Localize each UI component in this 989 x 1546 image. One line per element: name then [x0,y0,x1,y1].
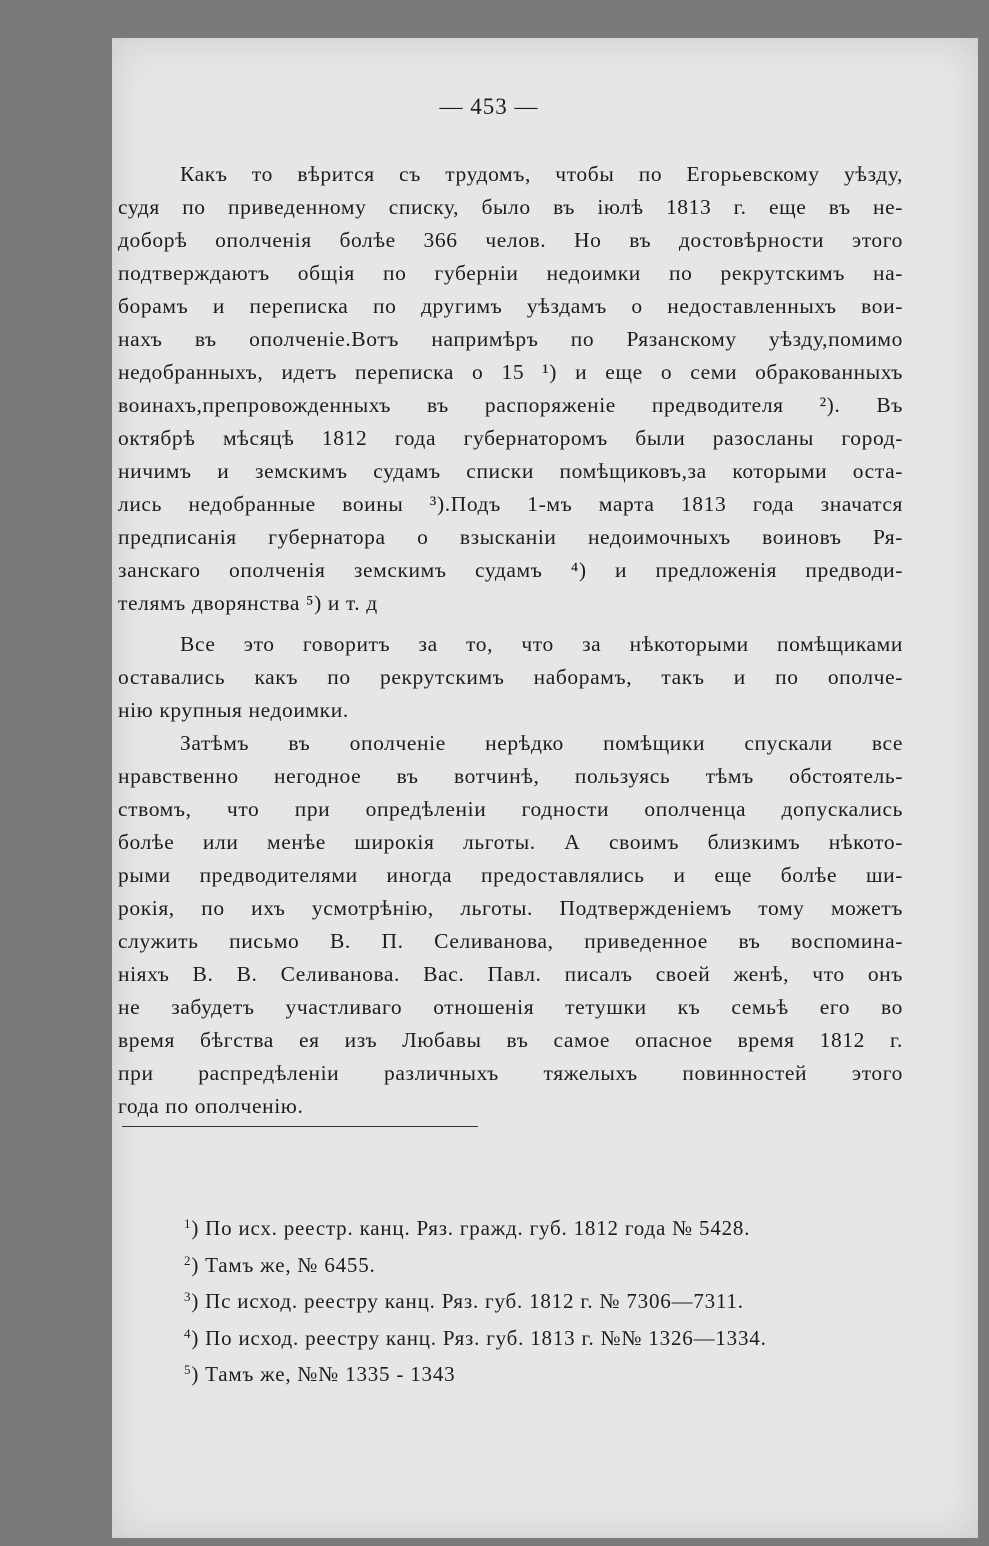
footnote [184,1316,884,1353]
text-line: рокія, по ихъ усмотрѣнію, льготы. Подтвержденіемъ тому можетъ [118,896,903,920]
text-line: недобранныхъ, идетъ переписка о 15 ¹) и еще о семи обракованныхъ [118,360,903,384]
footnote-mark: 5 [184,1362,192,1377]
text-line: при распредѣленіи различныхъ тяжелыхъ повинностей этого [118,1061,903,1085]
footnote-text: ) По исх. реестр. канц. Ряз. гражд. губ. 1812 года № 5428. [191,1216,751,1240]
text-line: время бѣгства ея изъ Любавы въ самое опасное время 1812 г. [118,1028,903,1052]
footnote [184,1243,884,1280]
footnote-mark: 1 [184,1216,192,1231]
text-line: не забудетъ участливаго отношенія тетушки къ семьѣ его во [118,995,903,1019]
footnote-mark: 3 [184,1289,192,1304]
footnote [184,1206,884,1243]
text-line: года по ополченію. [118,1094,304,1118]
footnote-text: ) По исход. реестру канц. Ряз. губ. 1813 г. №№ 1326—1334. [191,1325,767,1350]
page-number: — 453 — [439,94,539,119]
text-line: Какъ то вѣрится съ трудомъ, чтобы по Егорьевскому уѣзду, [180,162,903,186]
text-line: рыми предводителями иногда предоставлялись и еще болѣе ши- [118,863,903,887]
text-line: воинахъ,препровожденныхъ въ распоряженіе предводителя ²). Въ [118,393,903,417]
text-line: занскаго ополченія земскимъ судамъ ⁴) и предложенія предводи- [118,558,903,582]
text-line: ничимъ и земскимъ судамъ списки помѣщиковъ,за которыми оста- [118,459,903,483]
text-line: нію крупныя недоимки. [118,698,349,722]
text-line: борамъ и переписка по другимъ уѣздамъ о недоставленныхъ вои- [118,294,903,318]
text-line: нахъ въ ополченіе.Вотъ напримѣръ по Рязанскому уѣзду,помимо [118,327,903,351]
main-text [118,158,903,1123]
footnote-separator [122,1126,478,1127]
text-line: оставались какъ по рекрутскимъ наборамъ, такъ и по ополче- [118,665,903,689]
text-line: предписанія губернатора о взысканіи недоимочныхъ воиновъ Ря- [118,525,903,549]
footnote-text: ) Пс исход. реестру канц. Ряз. губ. 1812 г. № 7306—7311. [191,1289,744,1313]
footnote-mark: 4 [184,1325,192,1341]
text-line: служить письмо В. П. Селиванова, приведенное въ воспомина- [118,929,903,953]
text-line: ніяхъ В. В. Селиванова. Вас. Павл. писалъ своей женѣ, что онъ [118,962,903,986]
text-line: болѣе или менѣе широкія льготы. А своимъ близкимъ нѣкото- [118,830,903,854]
text-line: Все это говоритъ за то, что за нѣкоторыми помѣщиками [180,632,903,656]
text-line: нравственно негодное въ вотчинѣ, пользуясь тѣмъ обстоятель- [118,764,903,788]
text-line: телямъ дворянства ⁵) и т. д [118,591,378,615]
text-line: судя по приведенному списку, было въ іюлѣ 1813 г. еще въ не- [118,195,903,219]
footnote-mark: 2 [184,1252,192,1268]
paragraph-2 [118,628,903,727]
text-line: октябрѣ мѣсяцѣ 1812 года губернаторомъ были разосланы город- [118,426,903,450]
text-line: доборѣ ополченія болѣе 366 челов. Но въ достовѣрности этого [118,228,903,252]
footnote-text: ) Тамъ же, №№ 1335 - 1343 [191,1362,456,1386]
paragraph-3 [118,727,903,1123]
text-line: лись недобранные воины ³).Подъ 1-мъ марта 1813 года значатся [118,492,903,516]
text-line: подтверждаютъ общія по губерніи недоимки по рекрутскимъ на- [118,261,903,285]
footnote-text: ) Тамъ же, № 6455. [191,1252,376,1277]
book-page [112,38,978,1538]
text-line: Затѣмъ въ ополченіе нерѣдко помѣщики спускали все [180,731,903,755]
text-line: ствомъ, что при опредѣленіи годности ополченца допускались [118,797,903,821]
paragraph-1 [118,158,903,620]
footnote [184,1352,884,1389]
footnote [184,1279,884,1316]
footnotes [184,1206,884,1389]
